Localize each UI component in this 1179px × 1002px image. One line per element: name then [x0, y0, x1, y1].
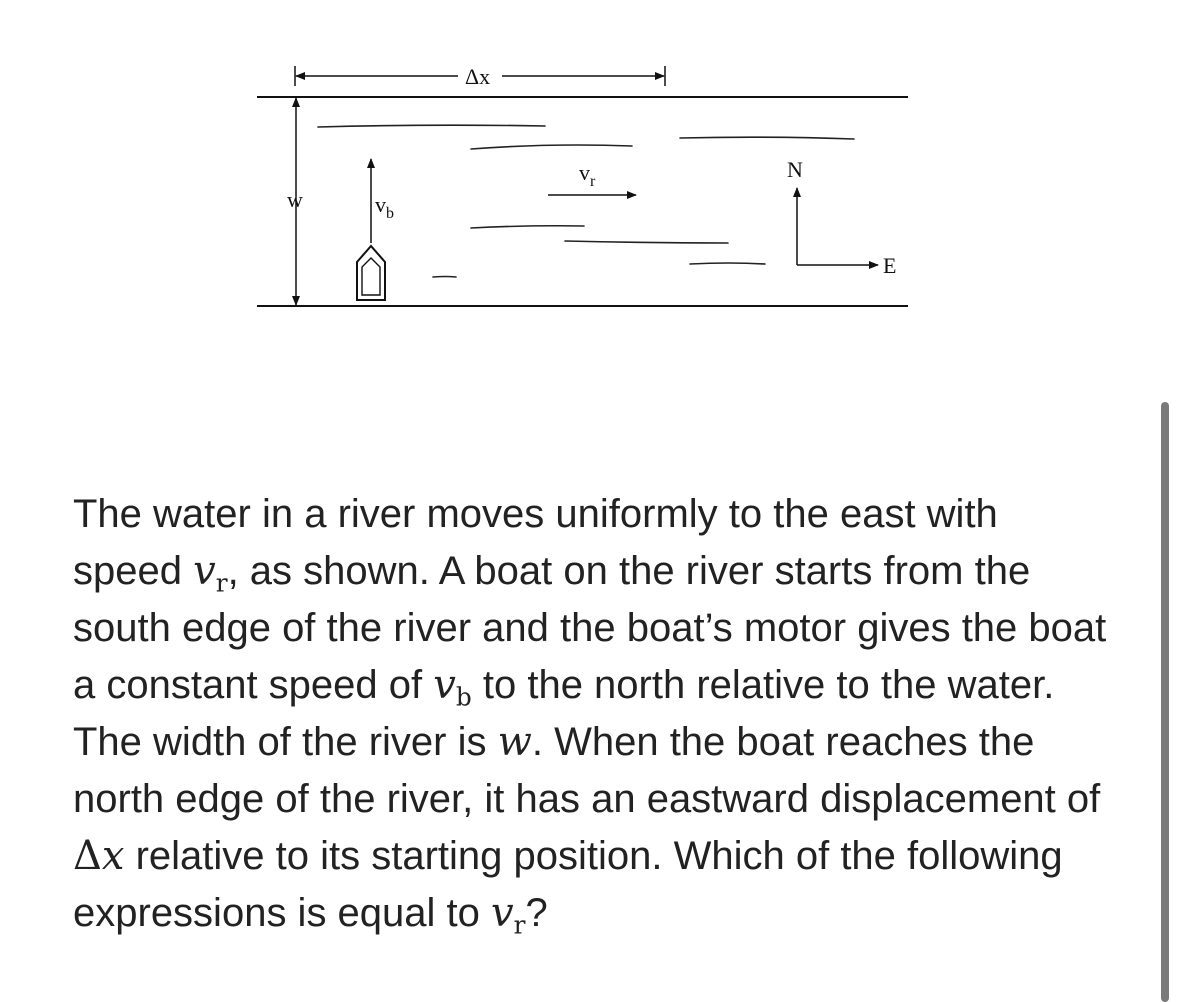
math-vr-2-sub: r: [513, 910, 526, 940]
question-part-2: , as shown. A boat on the river starts from the south edge of the river and the boat’s motor gives the boat a constant speed of: [73, 549, 1107, 707]
river-velocity-arrow: [548, 160, 636, 195]
boat-velocity-arrow: [371, 159, 394, 243]
boat-icon: [357, 246, 385, 300]
width-dimension: [287, 98, 303, 305]
river-velocity-label: $v_r$: [579, 160, 596, 190]
math-vb-sub: b: [455, 682, 472, 712]
scrollbar[interactable]: [1161, 402, 1169, 1002]
boat-velocity-label: $v_b$: [375, 192, 394, 222]
math-delta-symbol: Δ: [73, 833, 102, 879]
math-vr-1-main: v: [193, 548, 216, 594]
north-label: N: [787, 157, 803, 182]
question-part-5: relative to its starting position. Which of the following expressions is equal to: [73, 834, 1063, 935]
math-delta-var: x: [101, 833, 125, 879]
math-w: w: [497, 719, 532, 765]
question-part-3: to the north relative to the water. The width of the river is: [73, 663, 1055, 764]
water-ripples: [318, 125, 854, 277]
question-part-1: The water in a river moves uniformly to the east with speed: [73, 492, 998, 593]
delta-x-dimension: [295, 64, 665, 89]
math-vb: [433, 662, 472, 712]
question-text: [73, 486, 1113, 942]
compass-icon: [787, 157, 896, 278]
question-part-4: . When the boat reaches the north edge of the river, it has an eastward displacement of: [73, 720, 1101, 821]
east-label: E: [883, 253, 897, 278]
math-vr-2-main: v: [491, 890, 514, 936]
question-part-6: ?: [525, 891, 548, 935]
math-delta-x: [73, 833, 124, 879]
math-vr-1-sub: r: [215, 568, 228, 598]
math-vr-1: [193, 548, 228, 598]
river-diagram: [0, 0, 1179, 360]
math-vr-2: [491, 890, 526, 940]
math-vb-main: v: [433, 662, 456, 708]
width-label: w: [287, 187, 303, 212]
delta-x-label: Δx: [465, 64, 491, 89]
